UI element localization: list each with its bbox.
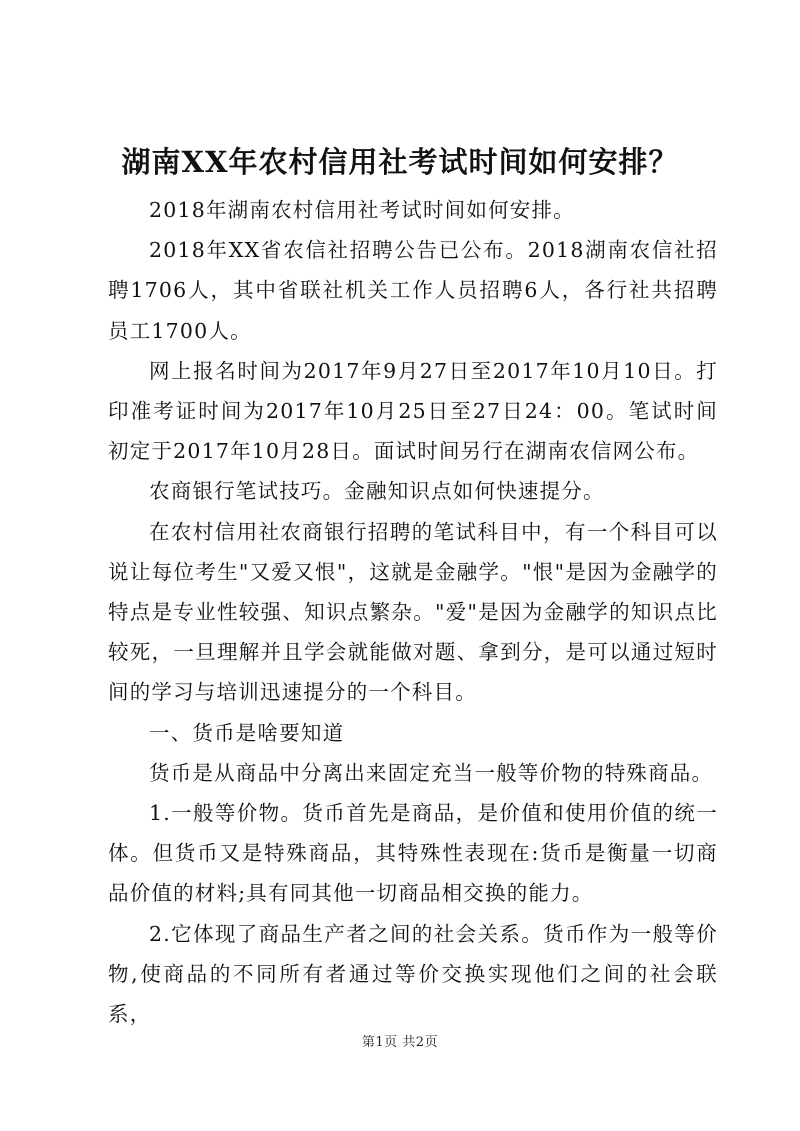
paragraph-exam-time-question: 2018年湖南农村信用社考试时间如何安排。 (149, 198, 575, 222)
document-body (108, 190, 718, 1034)
paragraph-exam-tips-heading: 农商银行笔试技巧。金融知识点如何快速提分。 (149, 479, 605, 504)
paragraph-general-equivalent: 1.一般等价物。货币首先是商品，是价值和使用价值的统一体。但货币又是特殊商品，其特殊性表现在:货币是衡量一切商品价值的材料;具有同其他一切商品相交换的能力。 (108, 801, 718, 906)
paragraph-social-relations: 2.它体现了商品生产者之间的社会关系。货币作为一般等价物,使商品的不同所有者通过等价交换实现他们之间的社会联系， (108, 921, 718, 1027)
paragraph-registration-dates: 网上报名时间为2017年9月27日至2017年10月10日。打印准考证时间为2017年10月25日至27日24：00。笔试时间初定于2017年10月28日。面试时间另行在湖南农信网公布。 (108, 358, 718, 464)
section-heading-currency: 一、货币是啥要知道 (149, 720, 345, 745)
paragraph-finance-subject: 在农村信用社农商银行招聘的笔试科目中，有一个科目可以说让每位考生"又爱又恨"，这就是金融学。"恨"是因为金融学的特点是专业性较强、知识点繁杂。"爱"是因为金融学的知识点比较死，一旦理解并且学会就能做对题、拿到分，是可以通过短时间的学习与培训迅速提分的一个科目。 (108, 519, 718, 705)
paragraph-recruitment-announcement: 2018年XX省农信社招聘公告已公布。2018湖南农信社招聘1706人，其中省联社机关工作人员招聘6人，各行社共招聘员工1700人。 (108, 238, 718, 343)
document-title: 湖南XX年农村信用社考试时间如何安排？ (121, 145, 679, 179)
paragraph-currency-definition: 货币是从商品中分离出来固定充当一般等价物的特殊商品。 (149, 760, 714, 785)
page-number: 第1页 共2页 (361, 1035, 439, 1050)
